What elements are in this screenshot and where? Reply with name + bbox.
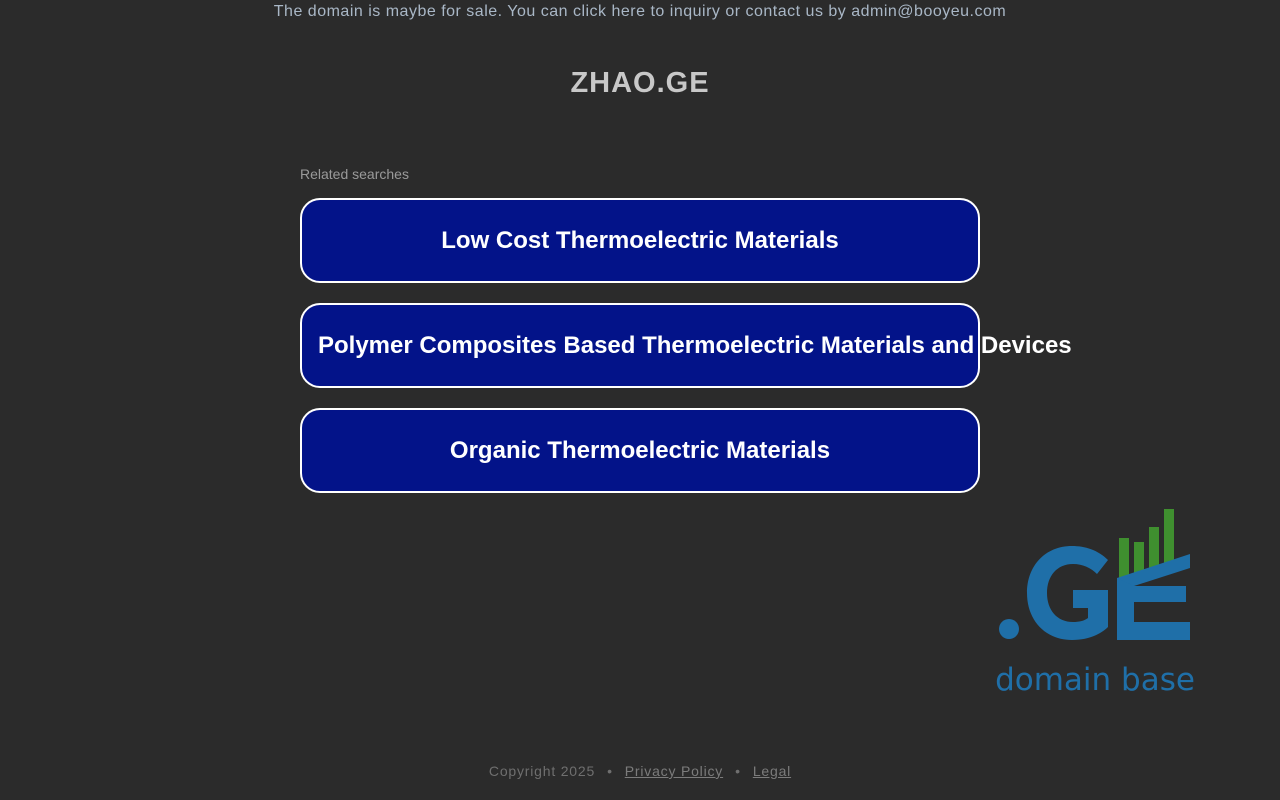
copyright-text: Copyright 2025: [488, 763, 596, 779]
legal-link[interactable]: Legal: [752, 763, 792, 779]
related-search-button[interactable]: [300, 408, 980, 493]
related-search-button[interactable]: [300, 198, 980, 283]
related-search-label: Polymer Composites Based Thermoelectric Materials and Devices: [318, 331, 1072, 359]
related-search-label: Organic Thermoelectric Materials: [449, 436, 831, 464]
related-search-button[interactable]: [300, 303, 1072, 388]
ge-domain-base-logo: [990, 500, 1200, 700]
logo-dot: [999, 619, 1019, 639]
logo-tagline: domain base: [995, 662, 1195, 698]
footer: [0, 763, 1280, 779]
logo-letter-g: [1027, 546, 1108, 640]
sale-banner-link[interactable]: The domain is maybe for sale. You can click here to inquiry or contact us by admin@booyeu.com: [273, 3, 1007, 20]
related-searches-label: Related searches: [300, 166, 409, 182]
footer-separator: •: [735, 763, 741, 779]
domain-title: ZHAO.GE: [570, 67, 710, 99]
footer-separator: •: [607, 763, 613, 779]
privacy-policy-link[interactable]: Privacy Policy: [624, 763, 724, 779]
related-searches-list: [300, 198, 1072, 513]
related-search-label: Low Cost Thermoelectric Materials: [441, 226, 839, 254]
